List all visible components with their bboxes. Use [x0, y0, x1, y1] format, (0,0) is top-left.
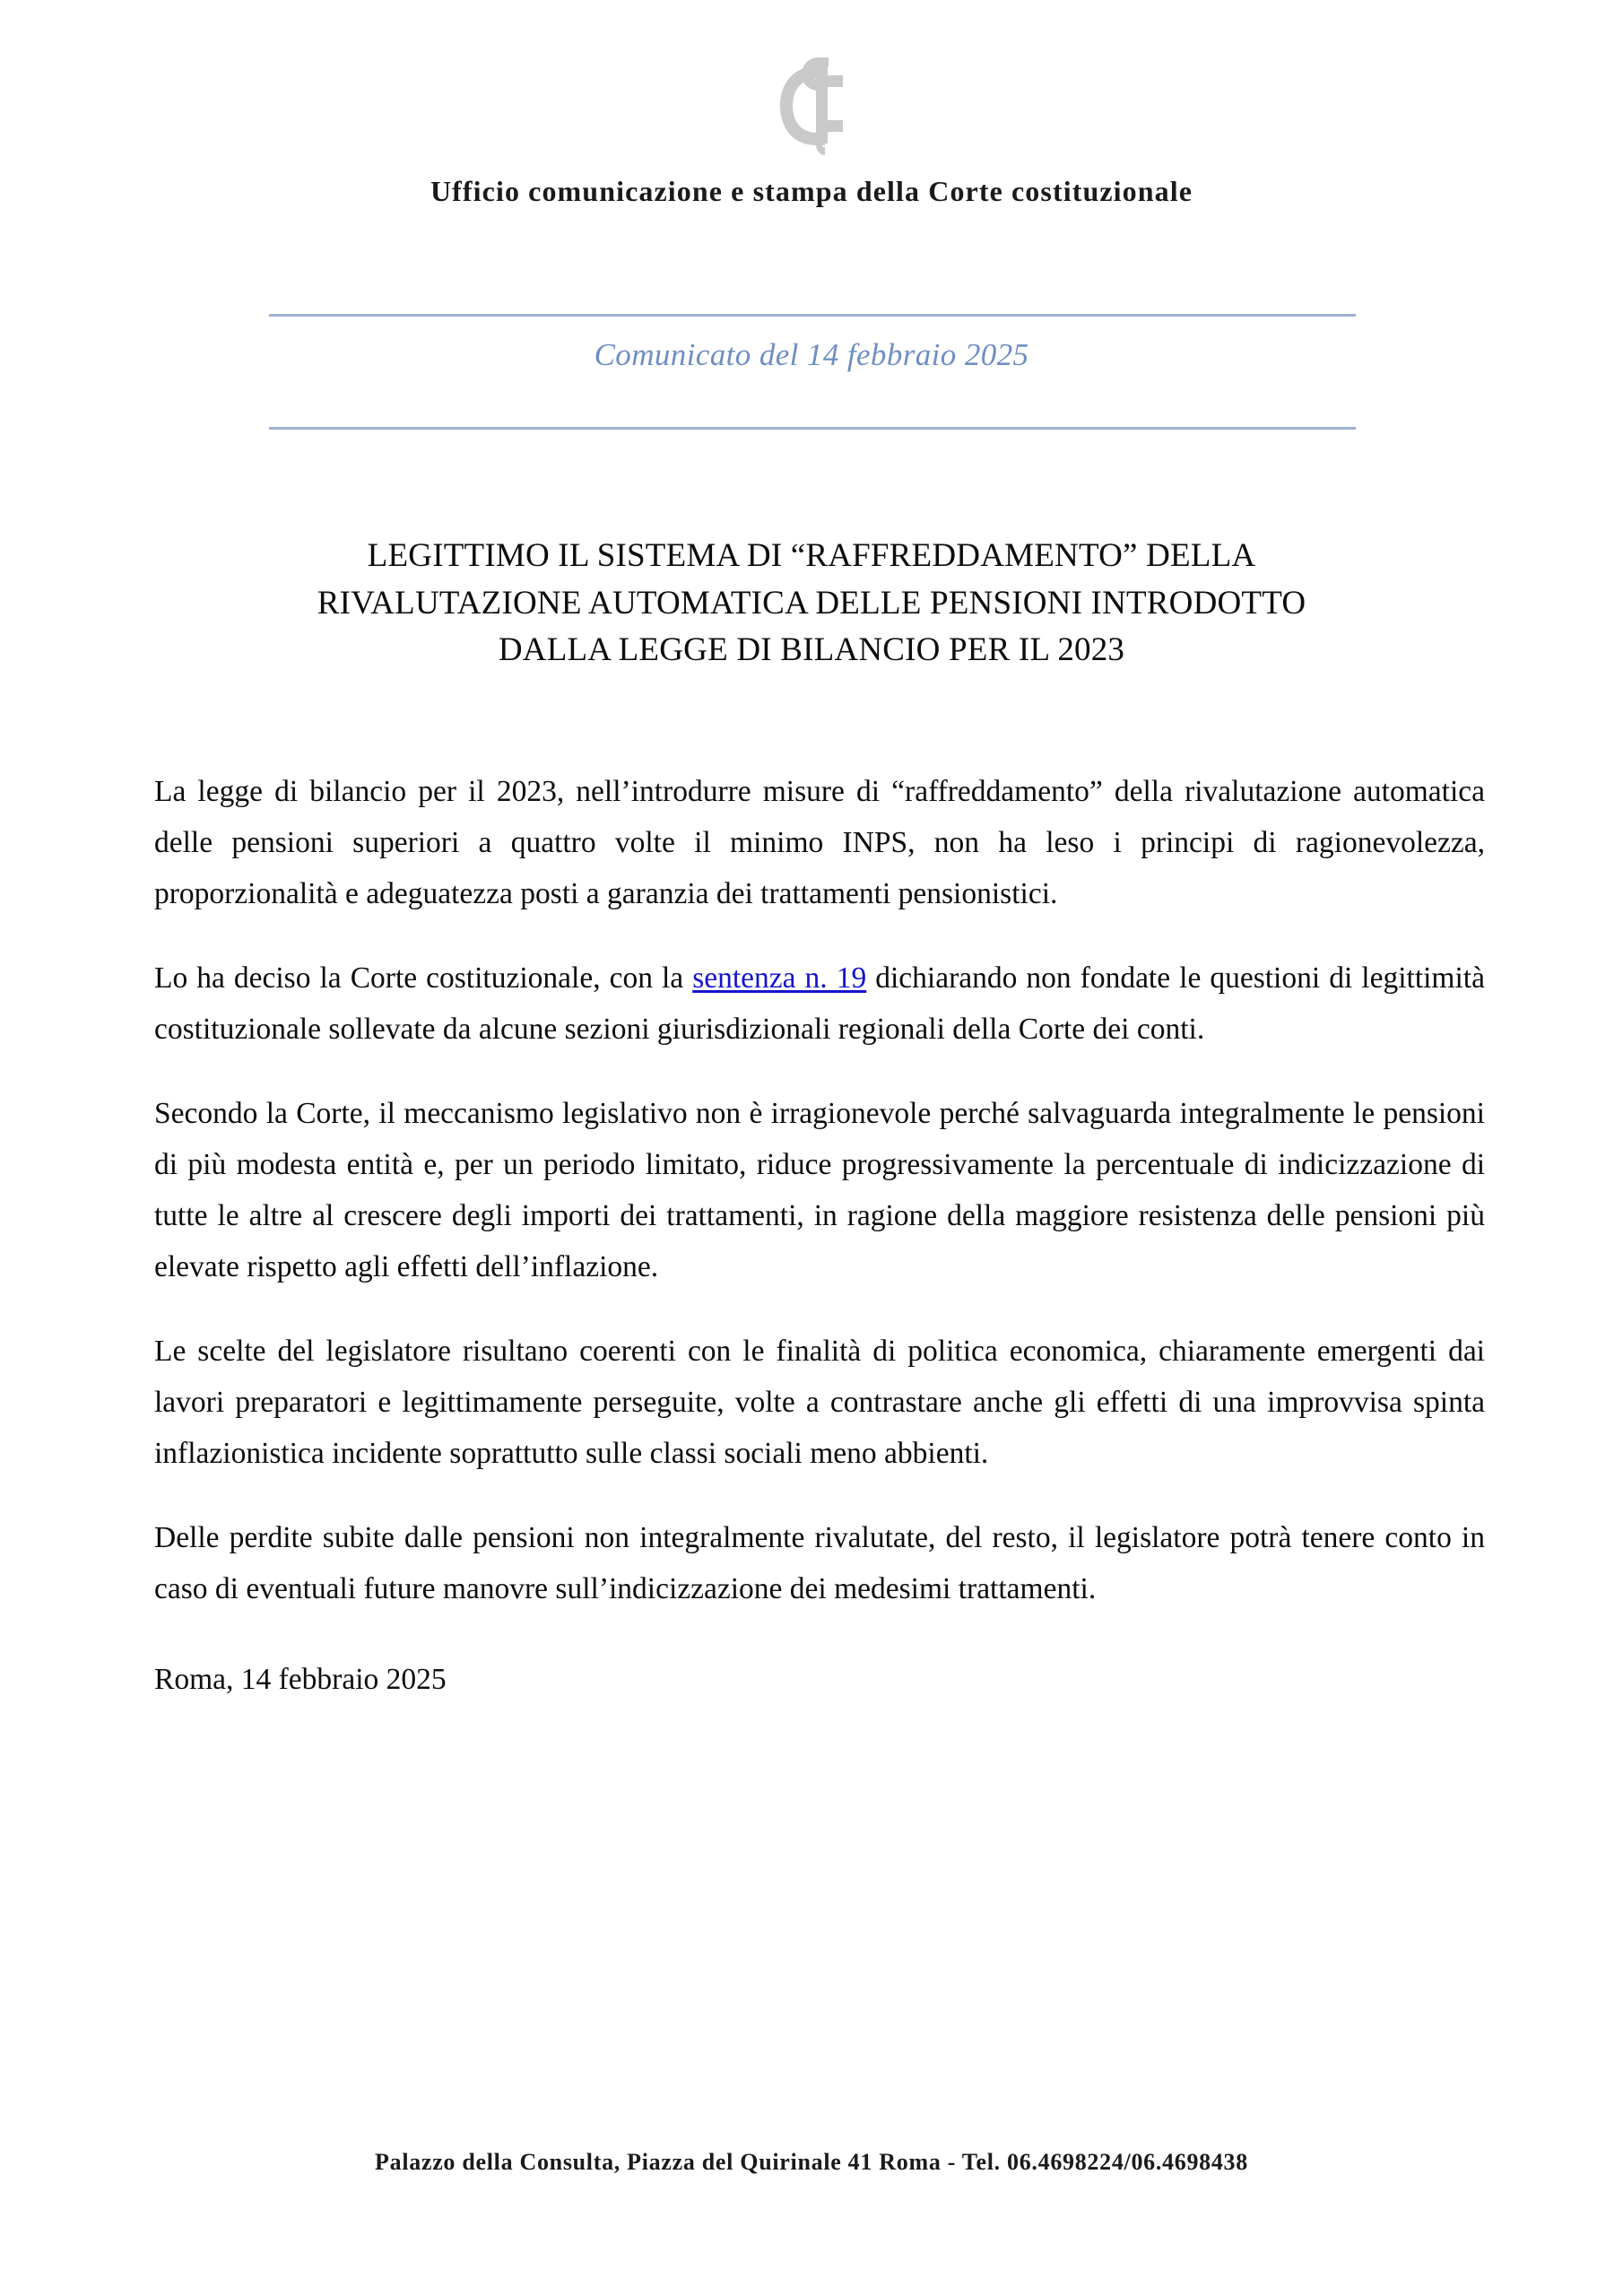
footer-address: Palazzo della Consulta, Piazza del Quirinale 41 Roma - Tel. 06.4698224/06.4698438 — [375, 2149, 1248, 2175]
paragraph-5: Delle perdite subite dalle pensioni non integralmente rivalutate, del resto, il legislatore potrà tenere conto in caso di eventuali future manovre sull’indicizzazione dei medesimi trattamenti. — [154, 1521, 1485, 1605]
communication-date: Comunicato del 14 febbraio 2025 — [594, 337, 1029, 372]
office-title: Ufficio comunicazione e stampa della Corte costituzionale — [430, 175, 1193, 207]
corte-costituzionale-c-monogram-icon — [773, 50, 850, 156]
separator-rule-bottom — [269, 427, 1356, 430]
paragraph-2 — [154, 952, 1485, 1055]
paragraph-1: La legge di bilancio per il 2023, nell’introdurre misure di “raffreddamento” della rivalutazione automatica delle pensioni superiori a quattro volte il minimo INPS, non ha leso i principi di ragionevolezza, proporzionalità e adeguatezza posti a garanzia dei trattamenti pensionistici. — [154, 775, 1485, 910]
paragraph-4: Le scelte del legislatore risultano coerenti con le finalità di politica economica, chiaramente emergenti dai lavori preparatori e legittimamente perseguite, volte a contrastare anche gli effetti di una improvvisa spinta inflazionistica incidente soprattutto sulle classi sociali meno abbienti. — [154, 1335, 1485, 1470]
paragraph-2-text-after-link: dichiarando non fondate le questioni di legittimità costituzionale sollevate da alcune sezioni giurisdizionali regionali della Corte dei conti. — [154, 961, 1485, 1046]
sentenza-link[interactable]: sentenza n. 19 — [692, 961, 867, 995]
document-body — [154, 766, 1485, 1705]
separator-rule-top — [269, 314, 1356, 317]
document-header — [0, 0, 1623, 207]
page-title-line-2: RIVALUTAZIONE AUTOMATICA DELLE PENSIONI INTRODOTTO — [317, 584, 1306, 622]
page-title-line-1: LEGITTIMO IL SISTEMA DI “RAFFREDDAMENTO” DELLA — [367, 537, 1256, 574]
paragraph-2-text-before-link: Lo ha deciso la Corte costituzionale, con la — [154, 961, 693, 995]
paragraph-3: Secondo la Corte, il meccanismo legislativo non è irragionevole perché salvaguarda integralmente le pensioni di più modesta entità e, per un periodo limitato, riduce progressivamente la percentuale di indicizzazione di tutte le altre al crescere degli importi dei trattamenti, in ragione della maggiore resistenza delle pensioni più elevate rispetto agli effetti dell’inflazione. — [154, 1097, 1485, 1283]
sign-off-location-date: Roma, 14 febbraio 2025 — [154, 1663, 447, 1696]
logo-container — [0, 50, 1623, 156]
page-title-line-3: DALLA LEGGE DI BILANCIO PER IL 2023 — [498, 631, 1125, 669]
page-title — [135, 533, 1488, 674]
